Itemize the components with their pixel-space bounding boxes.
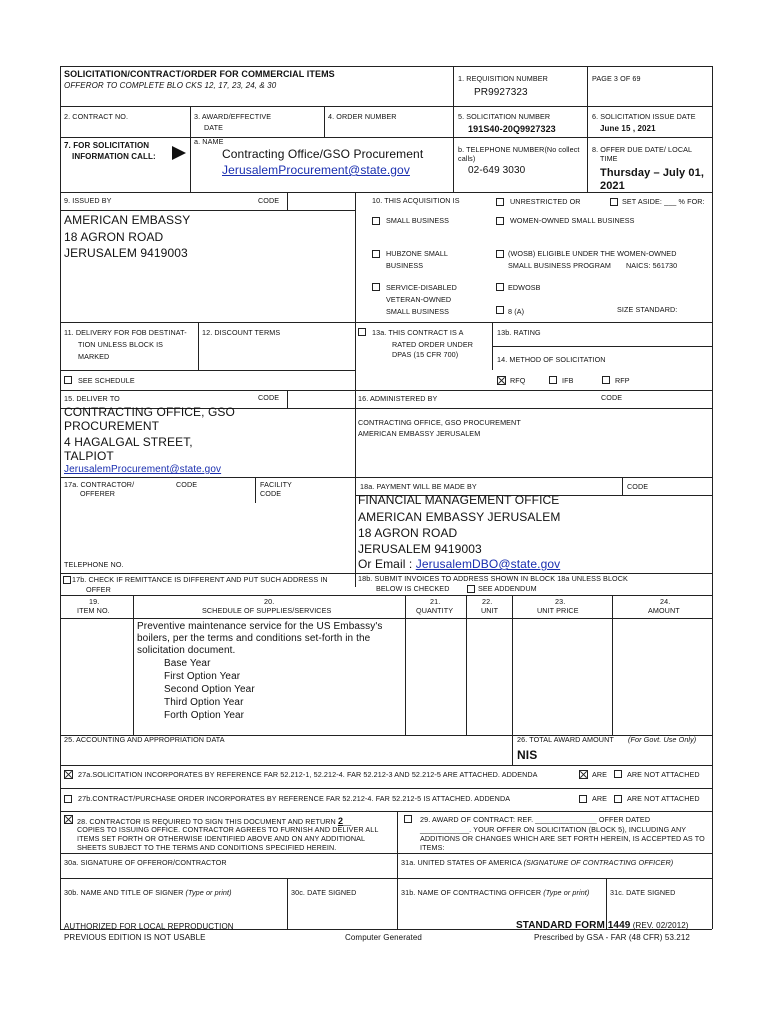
option-year-item: Second Option Year — [164, 684, 255, 695]
col-21-number: 21. — [430, 597, 441, 606]
facility-code-label-2: CODE — [260, 489, 282, 498]
col-19-number: 19. — [89, 597, 100, 606]
payment-line-2: AMERICAN EMBASSY JERUSALEM — [358, 510, 561, 524]
27a-are-checkbox-checked[interactable] — [579, 770, 588, 779]
col-supplies-header: SCHEDULE OF SUPPLIES/SERVICES — [202, 606, 332, 615]
block-28-line-4: SHEETS SUBJECT TO THE TERMS AND CONDITIONS SPECIFIED HEREIN. — [77, 843, 337, 852]
requisition-number: PR9927323 — [474, 87, 528, 98]
block-29-line-2: ____________. YOUR OFFER ON SOLICITATION (BLOCK 5), INCLUDING ANY — [420, 825, 687, 834]
col-22-number: 22. — [482, 597, 493, 606]
women-owned-checkbox[interactable] — [496, 217, 504, 225]
addenda-27a-checkbox-checked[interactable] — [64, 770, 73, 779]
naics-code: NAICS: 561730 — [626, 261, 678, 270]
signature-usa-text: 31a. UNITED STATES OF AMERICA — [401, 858, 522, 867]
signer-date-label: 30c. DATE SIGNED — [291, 888, 357, 897]
set-aside-checkbox[interactable] — [610, 198, 618, 206]
27a-are-not-checkbox[interactable] — [614, 770, 622, 778]
set-aside-label: SET ASIDE: ___ % FOR: — [622, 197, 705, 206]
footer-computer-generated: Computer Generated — [345, 933, 422, 942]
hubzone-label: HUBZONE SMALL — [386, 249, 449, 258]
rfp-label: RFP — [615, 376, 630, 385]
remittance-label-2: OFFER — [86, 585, 111, 594]
see-addendum-label: SEE ADDENDUM — [478, 584, 537, 593]
27a-are-label: ARE — [592, 770, 608, 779]
unrestricted-label: UNRESTRICTED OR — [510, 197, 581, 206]
award-date-label: 3. AWARD/EFFECTIVE — [194, 112, 272, 121]
payment-line-1: FINANCIAL MANAGEMENT OFFICE — [358, 493, 560, 507]
total-award-note: (For Govt. Use Only) — [628, 735, 697, 744]
col-20-number: 20. — [264, 597, 275, 606]
block-27b-text: 27b.CONTRACT/PURCHASE ORDER INCORPORATES BY REFERENCE FAR 52.212-4. FAR 52.212-5 IS ATTACHED. ADDENDA — [78, 794, 511, 803]
payment-email-line — [358, 558, 560, 572]
contact-name: Contracting Office/GSO Procurement — [222, 147, 424, 161]
award-contract-checkbox[interactable] — [404, 815, 412, 823]
hubzone-checkbox[interactable] — [372, 250, 380, 258]
delivery-fob-label-3: MARKED — [78, 352, 110, 361]
signer-name-text: 30b. NAME AND TITLE OF SIGNER — [64, 888, 184, 897]
option-year-item: Forth Option Year — [164, 710, 245, 721]
deliver-to-code-label: CODE — [258, 393, 280, 402]
see-addendum-checkbox[interactable] — [467, 585, 475, 593]
eight-a-checkbox[interactable] — [496, 306, 504, 314]
requisition-label: 1. REQUISITION NUMBER — [458, 74, 548, 83]
submit-invoices-label-2: BELOW IS CHECKED — [376, 584, 450, 593]
block-27a-text: 27a.SOLICITATION INCORPORATES BY REFERENCE FAR 52.212-1, 52.212-4. FAR 52.212-3 AND 52.212-5 ARE ATTACHED. ADDENDA — [78, 770, 538, 779]
issue-date-label: 6. SOLICITATION ISSUE DATE — [592, 112, 696, 121]
footer-prescribed: Prescribed by GSA - FAR (48 CFR) 53.212 — [534, 933, 690, 942]
signer-name-label — [64, 889, 232, 897]
col-quantity-header: QUANTITY — [416, 606, 454, 615]
form-subtitle: OFFEROR TO COMPLETE BLO CKS 12, 17, 23, 24, & 30 — [64, 81, 277, 90]
rated-order-label: 13a. THIS CONTRACT IS A — [372, 328, 464, 337]
rfp-checkbox[interactable] — [602, 376, 610, 384]
block-28-line-2: COPIES TO ISSUING OFFICE. CONTRACTOR AGREES TO FURNISH AND DELIVER ALL — [77, 825, 379, 834]
option-year-item: Third Option Year — [164, 697, 244, 708]
co-name-text: 31b. NAME OF CONTRACTING OFFICER — [401, 888, 542, 897]
form-revision: (REV. 02/2012) — [630, 921, 689, 930]
women-owned-label: WOMEN-OWNED SMALL BUSINESS — [510, 216, 635, 225]
block-28-line-1: 28. CONTRACTOR IS REQUIRED TO SIGN THIS DOCUMENT AND RETURN 2__ — [77, 816, 352, 826]
block-29-line-1: 29. AWARD OF CONTRACT: REF. _______________ OFFER DATED — [420, 815, 651, 824]
contractor-label-2: OFFERER — [80, 489, 116, 498]
acquisition-label: 10. THIS ACQUISITION IS — [372, 196, 460, 205]
rated-order-checkbox[interactable] — [358, 328, 366, 336]
ifb-checkbox[interactable] — [549, 376, 557, 384]
issued-by-label: 9. ISSUED BY — [64, 196, 112, 205]
payment-line-4: JERUSALEM 9419003 — [358, 542, 482, 556]
27b-are-not-label: ARE NOT ATTACHED — [627, 794, 700, 803]
facility-code-label: FACILITY — [260, 480, 292, 489]
signer-type-note: (Type or print) — [185, 888, 232, 897]
sdvosb-checkbox[interactable] — [372, 283, 380, 291]
remittance-checkbox[interactable] — [63, 576, 71, 584]
block-29-line-4: ITEMS: — [420, 843, 445, 852]
small-business-checkbox[interactable] — [372, 217, 380, 225]
27a-are-not-label: ARE NOT ATTACHED — [627, 770, 700, 779]
telephone-no-label: TELEPHONE NO. — [64, 560, 124, 569]
option-year-item: First Option Year — [164, 671, 241, 682]
award-date-label-2: DATE — [204, 123, 224, 132]
block-28-text: 28. CONTRACTOR IS REQUIRED TO SIGN THIS DOCUMENT AND RETURN — [77, 817, 338, 826]
accounting-label: 25. ACCOUNTING AND APPROPRIATION DATA — [64, 735, 225, 744]
col-unit-price-header: UNIT PRICE — [537, 606, 579, 615]
contractor-label: 17a. CONTRACTOR/ — [64, 480, 135, 489]
issuer-line-3: JERUSALEM 9419003 — [64, 246, 188, 260]
offer-due-label-2: TIME — [600, 154, 618, 163]
deliver-to-line-4: TALPIOT — [64, 449, 114, 463]
footer-authorized: AUTHORIZED FOR LOCAL REPRODUCTION — [64, 922, 234, 931]
administered-code-label: CODE — [601, 393, 623, 402]
col-amount-header: AMOUNT — [648, 606, 680, 615]
issuer-line-1: AMERICAN EMBASSY — [64, 213, 191, 227]
telephone-number: 02-649 3030 — [468, 165, 526, 176]
deliver-to-label: 15. DELIVER TO — [64, 394, 120, 403]
co-type-note: (Type or print) — [543, 888, 590, 897]
delivery-fob-label: 11. DELIVERY FOR FOB DESTINAT- — [64, 328, 187, 337]
wosb-label-2: SMALL BUSINESS PROGRAM — [508, 261, 611, 270]
unrestricted-checkbox[interactable] — [496, 198, 504, 206]
offer-due-year: 2021 — [600, 180, 625, 192]
eight-a-label: 8 (A) — [508, 307, 525, 316]
issuer-line-2: 18 AGRON ROAD — [64, 230, 164, 244]
footer-standard-form — [516, 920, 689, 932]
signature-co-note: (SIGNATURE OF CONTRACTING OFFICER) — [523, 858, 674, 867]
telephone-label-2: calls) — [458, 154, 476, 163]
block-29-line-3: ADDITIONS OR CHANGES WHICH ARE SET FORTH HEREIN, IS ACCEPTED AS TO — [420, 834, 705, 843]
deliver-to-line-1: CONTRACTING OFFICE, GSO — [64, 405, 235, 419]
27b-are-not-checkbox[interactable] — [614, 795, 622, 803]
ifb-label: IFB — [562, 376, 574, 385]
administrator-line-2: AMERICAN EMBASSY JERUSALEM — [358, 429, 481, 438]
col-23-number: 23. — [555, 597, 566, 606]
deliver-to-email-link[interactable]: JerusalemProcurement@state.gov — [64, 464, 222, 475]
order-number-label: 4. ORDER NUMBER — [328, 112, 397, 121]
hubzone-label-2: BUSINESS — [386, 261, 424, 270]
service-description-3: solicitation document. — [137, 645, 236, 656]
see-schedule-checkbox[interactable] — [64, 376, 72, 384]
27b-are-checkbox[interactable] — [579, 795, 587, 803]
form-number: STANDARD FORM 1449 — [516, 920, 631, 931]
contact-email-link[interactable]: JerusalemProcurement@state.gov — [222, 163, 410, 177]
rfq-checkbox-checked[interactable] — [497, 376, 506, 385]
solicitation-number-label: 5. SOLICITATION NUMBER — [458, 112, 551, 121]
size-standard-label: SIZE STANDARD: — [617, 305, 678, 314]
method-label: 14. METHOD OF SOLICITATION — [497, 355, 606, 364]
option-year-item: Base Year — [164, 658, 211, 669]
rated-order-label-2: RATED ORDER UNDER — [392, 340, 474, 349]
administrator-line-1: CONTRACTING OFFICE, GSO PROCUREMENT — [358, 418, 521, 427]
total-award-currency: NIS — [517, 748, 538, 762]
co-date-label: 31c. DATE SIGNED — [610, 888, 676, 897]
payment-email-link[interactable]: JerusalemDBO@state.gov — [415, 557, 561, 571]
payment-line-3: 18 AGRON ROAD — [358, 526, 458, 540]
offer-due-label: 8. OFFER DUE DATE/ LOCAL — [592, 145, 693, 154]
deliver-to-line-2: PROCUREMENT — [64, 419, 160, 433]
rated-order-label-3: DPAS (15 CFR 700) — [392, 350, 459, 359]
contractor-sign-checkbox-checked[interactable] — [64, 815, 73, 824]
co-name-label — [401, 889, 589, 897]
small-business-label: SMALL BUSINESS — [386, 216, 450, 225]
edwosb-checkbox[interactable] — [496, 283, 504, 291]
total-award-label: 26. TOTAL AWARD AMOUNT — [517, 735, 614, 744]
block-28-line-3: ITEMS SET FORTH OR OTHERWISE IDENTIFIED ABOVE AND ON ANY ADDITIONAL — [77, 834, 366, 843]
arrow-right-icon — [172, 146, 186, 160]
offer-due-date: Thursday – July 01, — [600, 167, 704, 179]
for-solicitation-label: 7. FOR SOLICITATION — [64, 141, 150, 150]
col-unit-header: UNIT — [481, 606, 499, 615]
sdvosb-label-2: VETERAN-OWNED — [386, 295, 452, 304]
service-description-1: Preventive maintenance service for the US Embassy's — [137, 621, 383, 632]
wosb-checkbox[interactable] — [496, 250, 504, 258]
solicitation-number: 191S40-20Q9927323 — [468, 124, 556, 134]
col-24-number: 24. — [660, 597, 671, 606]
sdvosb-label: SERVICE-DISABLED — [386, 283, 457, 292]
payment-code-label: CODE — [627, 482, 649, 491]
footer-previous-edition: PREVIOUS EDITION IS NOT USABLE — [64, 933, 206, 942]
contractor-code-label: CODE — [176, 480, 198, 489]
wosb-label: (WOSB) ELIGIBLE UNDER THE WOMEN-OWNED — [508, 249, 677, 258]
form-title: SOLICITATION/CONTRACT/ORDER FOR COMMERCIAL ITEMS — [64, 69, 335, 79]
telephone-label: b. TELEPHONE NUMBER(No collect — [458, 145, 580, 154]
issued-by-code-label: CODE — [258, 196, 280, 205]
payment-by-label: 18a. PAYMENT WILL BE MADE BY — [360, 482, 477, 491]
see-schedule-label: SEE SCHEDULE — [78, 376, 135, 385]
edwosb-label: EDWOSB — [508, 283, 541, 292]
administered-by-label: 16. ADMINISTERED BY — [358, 394, 438, 403]
rating-label: 13b. RATING — [497, 328, 541, 337]
page-number: PAGE 3 OF 69 — [592, 74, 641, 83]
contract-no-label: 2. CONTRACT NO. — [64, 112, 129, 121]
col-item-no-header: ITEM NO. — [77, 606, 110, 615]
signature-usa-label — [401, 859, 673, 867]
delivery-fob-label-2: TION UNLESS BLOCK IS — [78, 340, 164, 349]
addenda-27b-checkbox[interactable] — [64, 795, 72, 803]
signature-offeror-label: 30a. SIGNATURE OF OFFEROR/CONTRACTOR — [64, 858, 227, 867]
submit-invoices-label: 18b. SUBMIT INVOICES TO ADDRESS SHOWN IN BLOCK 18a UNLESS BLOCK — [358, 574, 628, 583]
27b-are-label: ARE — [592, 794, 608, 803]
discount-terms-label: 12. DISCOUNT TERMS — [202, 328, 281, 337]
sdvosb-label-3: SMALL BUSINESS — [386, 307, 450, 316]
copies-count: 2 — [337, 816, 344, 826]
service-description-2: boilers, per the terms and conditions set-forth in the — [137, 633, 371, 644]
deliver-to-line-3: 4 HAGALGAL STREET, — [64, 435, 193, 449]
name-label: a. NAME — [194, 137, 224, 146]
remittance-label: 17b. CHECK IF REMITTANCE IS DIFFERENT AND PUT SUCH ADDRESS IN — [72, 575, 328, 584]
rfq-label: RFQ — [510, 376, 526, 385]
issue-date: June 15 , 2021 — [600, 124, 656, 133]
info-call-label: INFORMATION CALL: — [72, 152, 156, 161]
payment-email-prefix: Or Email : — [358, 557, 416, 571]
